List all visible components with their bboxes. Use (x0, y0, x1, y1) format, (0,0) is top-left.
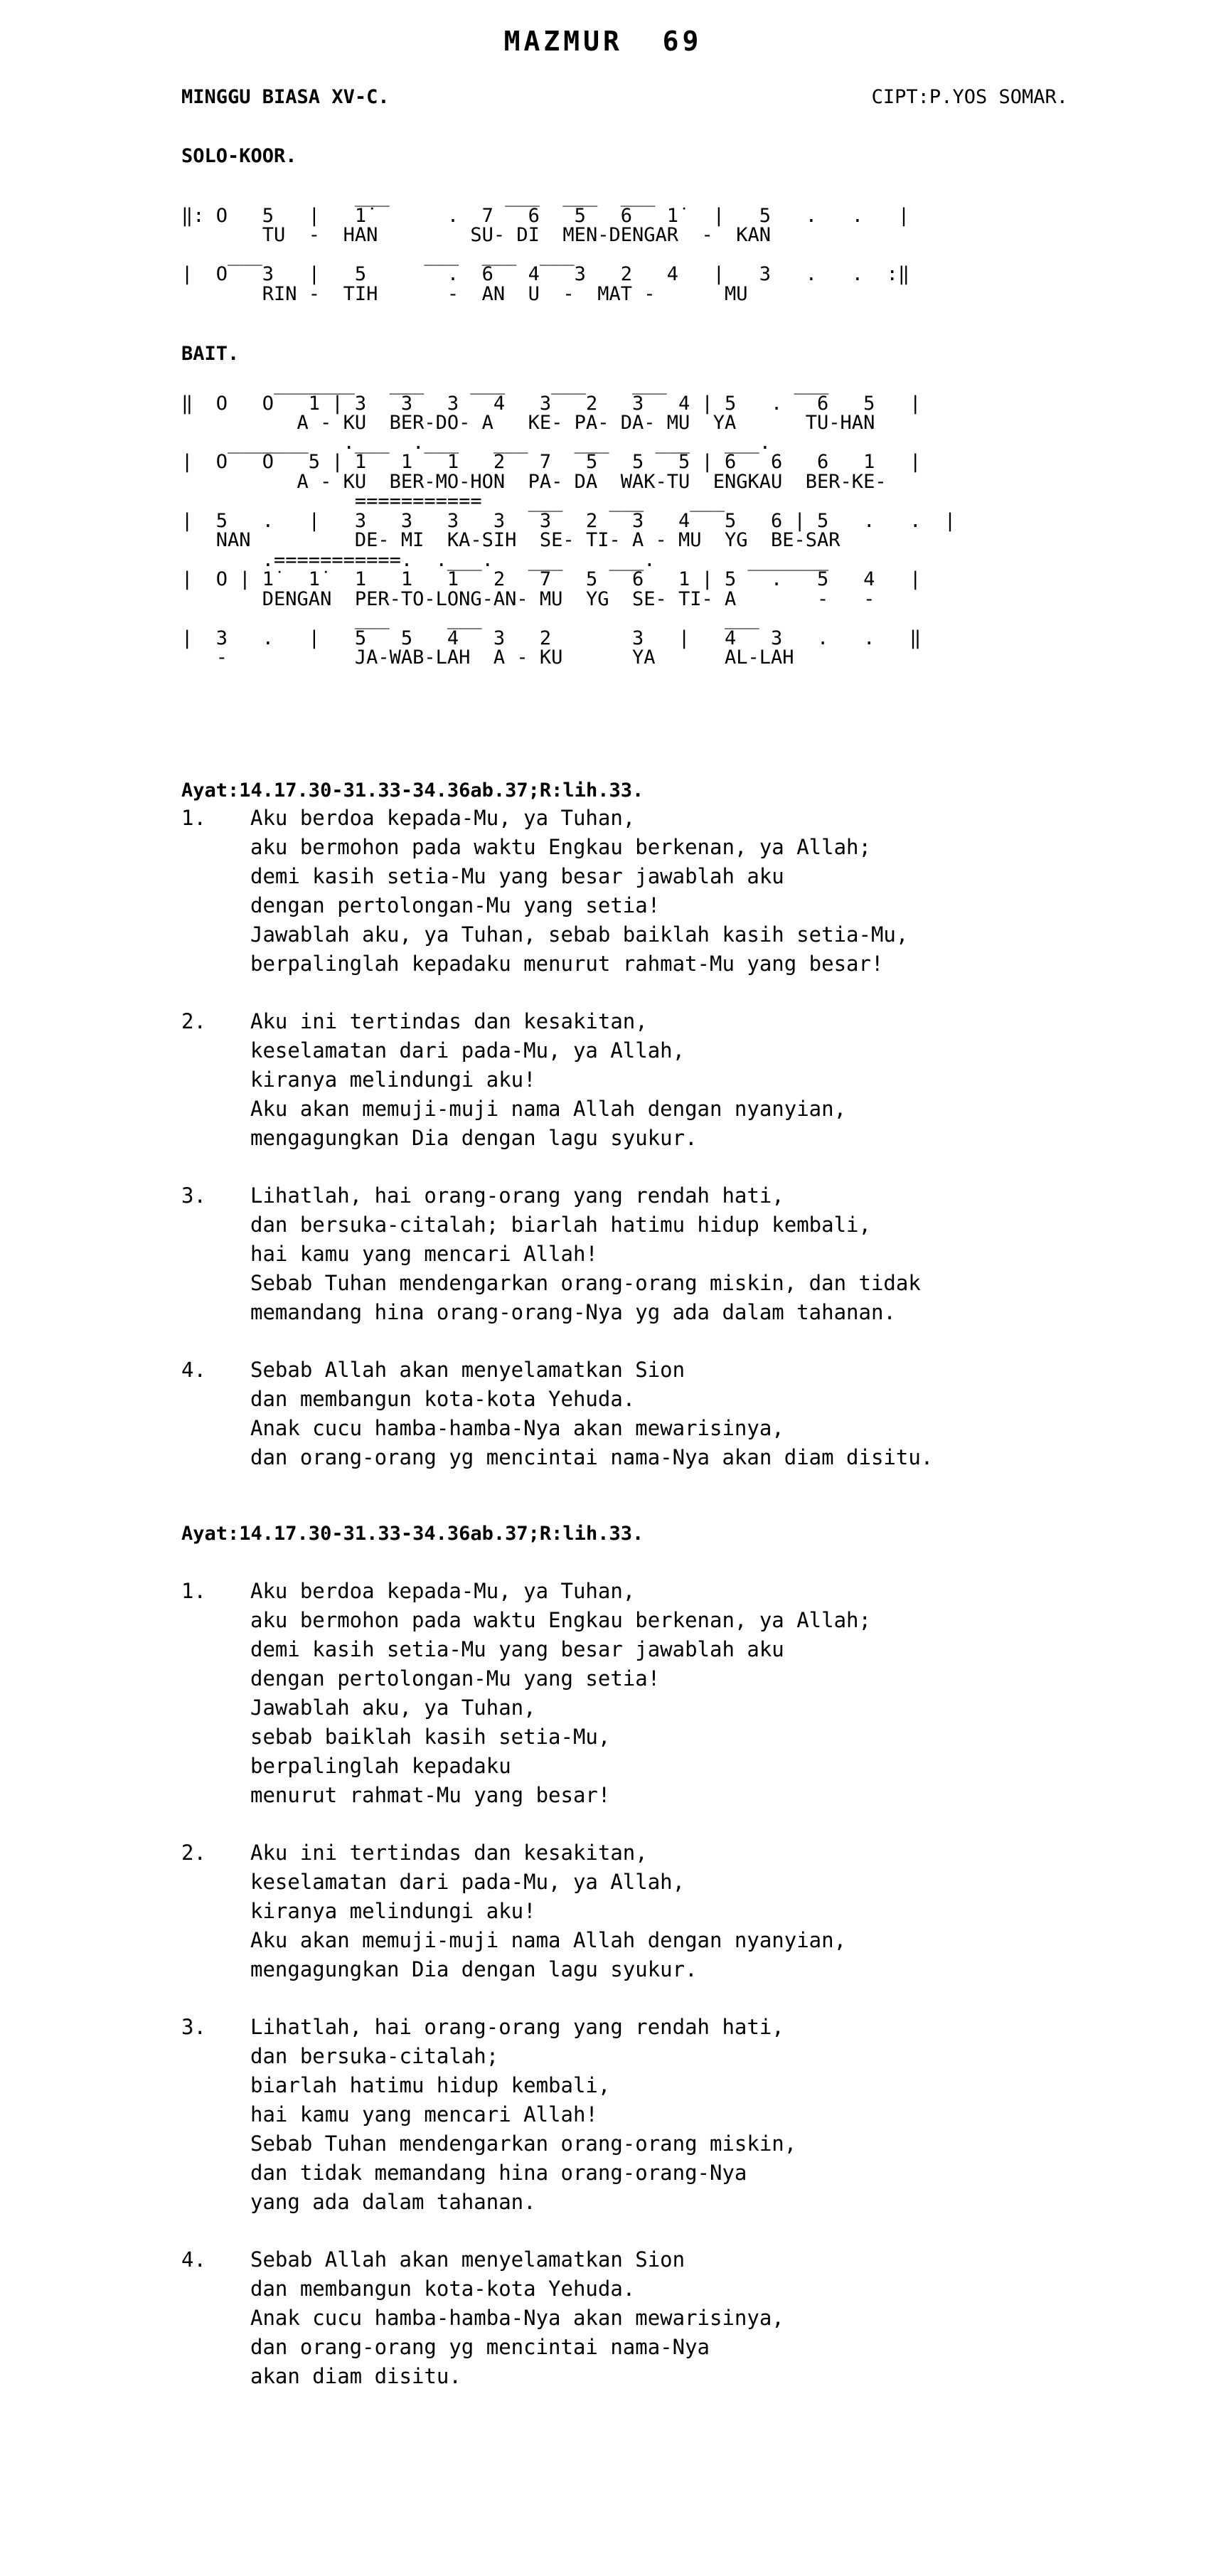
verse-line: dan bersuka-citalah; (250, 2044, 499, 2068)
verse-number: 1. (181, 1579, 206, 1603)
verse-number: 2. (181, 1009, 206, 1033)
notation-line: NAN DE- MI KA-SIH SE- TI- A - MU YG BE-SAR (181, 529, 841, 551)
verse-line: Lihatlah, hai orang-orang yang rendah hati, (250, 2015, 784, 2039)
verse-number: 3. (181, 1183, 206, 1208)
verse-line: dan orang-orang yg mencintai nama-Nya akan diam disitu. (250, 1445, 934, 1469)
notation-line: ___ ___ ___ (181, 607, 759, 629)
verse-line: Aku berdoa kepada-Mu, ya Tuhan, (250, 1579, 636, 1603)
composer-credit: CIPT:P.YOS SOMAR. (871, 86, 1068, 108)
verse-line: dan tidak memandang hina orang-orang-Nya (250, 2161, 747, 2185)
verse-line: mengagungkan Dia dengan lagu syukur. (250, 1957, 698, 1981)
verse-line: keselamatan dari pada-Mu, ya Allah, (250, 1870, 685, 1894)
verse-line: Sebab Allah akan menyelamatkan Sion (250, 1358, 685, 1382)
solo-koor-notation (181, 186, 909, 304)
verse-line: Aku ini tertindas dan kesakitan, (250, 1009, 648, 1033)
verse (181, 1007, 1106, 1153)
verse-reference-2: Ayat:14.17.30-31.33-34.36ab.37;R:lih.33. (181, 1523, 644, 1545)
verse-line: Anak cucu hamba-hamba-Nya akan mewarisinya, (250, 2306, 784, 2330)
notation-line: TU - HAN SU- DI MEN-DENGAR - KAN (181, 224, 772, 246)
verse-number: 4. (181, 2247, 206, 2272)
verse (181, 804, 1106, 979)
verses-section-1 (181, 804, 1106, 1501)
verse-line: Sebab Tuhan mendengarkan orang-orang miskin, dan tidak (250, 1271, 921, 1295)
verse-line: hai kamu yang mencari Allah! (250, 2102, 598, 2127)
verse (181, 1356, 1106, 1472)
verse-reference: Ayat:14.17.30-31.33-34.36ab.37;R:lih.33. (181, 779, 644, 802)
verse-line: keselamatan dari pada-Mu, ya Allah, (250, 1038, 685, 1063)
verse-line: Aku ini tertindas dan kesakitan, (250, 1841, 648, 1865)
verse-line: Sebab Allah akan menyelamatkan Sion (250, 2247, 685, 2272)
verse-line: berpalinglah kepadaku menurut rahmat-Mu yang besar! (250, 952, 884, 976)
verse-line: Jawablah aku, ya Tuhan, sebab baiklah kasih setia-Mu, (250, 922, 909, 947)
notation-line: RIN - TIH - AN U - MAT - MU (181, 282, 748, 305)
verse-line: Aku berdoa kepada-Mu, ya Tuhan, (250, 806, 636, 830)
verses-section-2 (181, 1577, 1106, 2420)
notation-line: ‖ O O 1 | 3 3 3 4 3 2 3 4 | 5 . 6 5 | (181, 392, 922, 415)
notation-line: | O O 5 | 1 1 1 2 7 5 5 5 | 6 6 6 1 | (181, 451, 922, 473)
notation-line: A - KU BER-DO- A KE- PA- DA- MU YA TU-HAN (181, 412, 875, 434)
verse-number: 2. (181, 1841, 206, 1865)
verse-line: kiranya melindungi aku! (250, 1899, 536, 1923)
verse-line: mengagungkan Dia dengan lagu syukur. (250, 1126, 698, 1150)
verse-line: aku bermohon pada waktu Engkau berkenan, ya Allah; (250, 1608, 871, 1632)
verse-number: 4. (181, 1358, 206, 1382)
notation-line: | O 3 | 5 . 6 4 3 2 4 | 3 . . :‖ (181, 263, 910, 285)
bait-label: BAIT. (181, 343, 240, 365)
verse-line: Aku akan memuji-muji nama Allah dengan nyanyian, (250, 1097, 847, 1121)
notation-line: ‖: O 5 | 1̇ . 7 6 5 6 1̇ | 5 . . | (181, 204, 910, 227)
notation-line: A - KU BER-MO-HON PA- DA WAK-TU ENGKAU BER-KE- (181, 470, 887, 493)
notation-line: | 5 . | 3 3 3 3 3 2 3 4 5 6 | 5 . . | (181, 509, 956, 532)
page-title: MAZMUR 69 (503, 26, 703, 57)
verse-line: dan membangun kota-kota Yehuda. (250, 1387, 636, 1411)
verse-line: Jawablah aku, ya Tuhan, (250, 1696, 536, 1720)
verse-line: dan bersuka-citalah; biarlah hatimu hidup kembali, (250, 1213, 871, 1237)
liturgical-occasion: MINGGU BIASA XV-C. (181, 86, 390, 108)
notation-line: ___ ___ ___ ___ (181, 185, 656, 207)
verse (181, 1577, 1106, 1810)
verse (181, 1838, 1106, 1984)
notation-line: .===========. .___. ___ ___. _______ (181, 548, 829, 571)
bait-notation (181, 374, 956, 668)
verse-line: memandang hina orang-orang-Nya yg ada dalam tahanan. (250, 1300, 896, 1324)
notation-line: _______ .___ .___ ___ ___ ___ ___. (181, 431, 772, 454)
verse-line: kiranya melindungi aku! (250, 1068, 536, 1092)
verse-line: biarlah hatimu hidup kembali, (250, 2073, 611, 2097)
verse-line: dan orang-orang yg mencintai nama-Nya (250, 2335, 710, 2359)
notation-line: =========== ___ ___ ___ (181, 490, 725, 512)
verse (181, 2013, 1106, 2217)
verse-line: demi kasih setia-Mu yang besar jawablah aku (250, 864, 784, 888)
verse-line: dengan pertolongan-Mu yang setia! (250, 893, 661, 917)
solo-koor-label: SOLO-KOOR. (181, 145, 297, 167)
verse-line: Anak cucu hamba-hamba-Nya akan mewarisinya, (250, 1416, 784, 1440)
verse-line: sebab baiklah kasih setia-Mu, (250, 1725, 611, 1749)
verse-line: Lihatlah, hai orang-orang yang rendah hati, (250, 1183, 784, 1208)
verse-line: dan membangun kota-kota Yehuda. (250, 2277, 636, 2301)
verse-line: Sebab Tuhan mendengarkan orang-orang miskin, (250, 2131, 797, 2156)
notation-line: _______ ___ ___ ___ ___ ___ (181, 373, 829, 395)
verse-number: 1. (181, 806, 206, 830)
verse-line: menurut rahmat-Mu yang besar! (250, 1783, 611, 1807)
verse-line: hai kamu yang mencari Allah! (250, 1242, 598, 1266)
verse (181, 1181, 1106, 1327)
verse-line: yang ada dalam tahanan. (250, 2190, 536, 2214)
verse-number: 3. (181, 2015, 206, 2039)
notation-line: ___ ___ ___ ___ (181, 243, 575, 266)
notation-line: | 3 . | 5 5 4 3 2 3 | 4 3 . . ‖ (181, 627, 922, 649)
verse-line: Aku akan memuji-muji nama Allah dengan nyanyian, (250, 1928, 847, 1952)
verse-line: akan diam disitu. (250, 2364, 461, 2388)
notation-line: - JA-WAB-LAH A - KU YA AL-LAH (181, 646, 794, 669)
verse-line: aku bermohon pada waktu Engkau berkenan, ya Allah; (250, 835, 871, 859)
verse-line: berpalinglah kepadaku (250, 1754, 511, 1778)
verse-line: dengan pertolongan-Mu yang setia! (250, 1666, 661, 1691)
notation-line: | O | 1̇ 1̇ 1 1 1 2 7 5 6 1 | 5 . 5 4 | (181, 568, 922, 590)
verse (181, 2245, 1106, 2391)
notation-line: DENGAN PER-TO-LONG-AN- MU YG SE- TI- A - - (181, 587, 875, 610)
verse-line: demi kasih setia-Mu yang besar jawablah aku (250, 1637, 784, 1661)
